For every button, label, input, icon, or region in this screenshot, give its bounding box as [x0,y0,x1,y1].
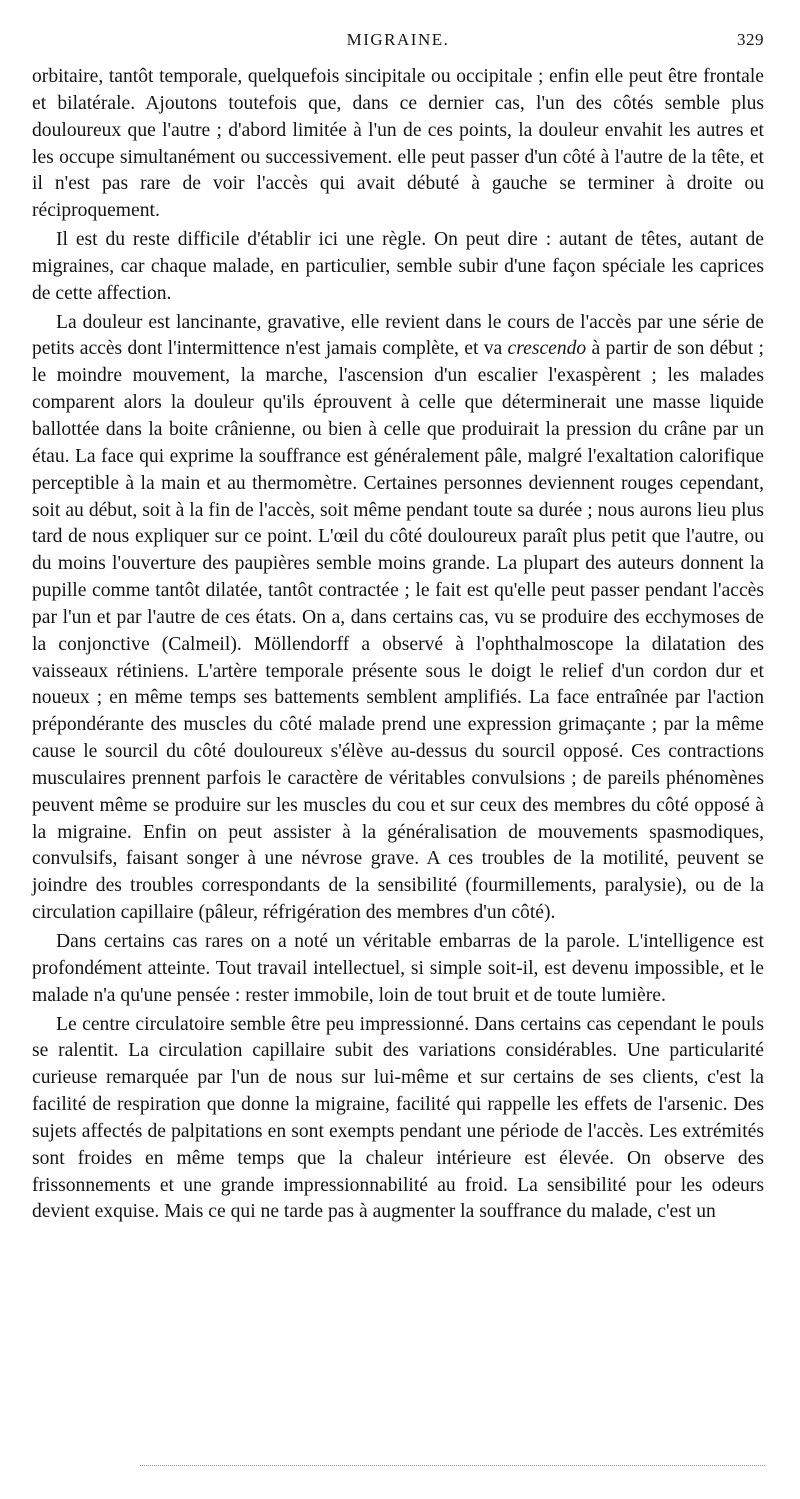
paragraph-2: Il est du reste difficile d'établir ici une règle. On peut dire : autant de têtes, autant de migraines, car chaque malade, en particulier, semble subir d'une façon spéciale les caprices de cette affection. [32,229,764,304]
body-text [32,64,764,1226]
page-number: 329 [737,30,764,49]
page-header [32,26,764,54]
paragraph-1: orbitaire, tantôt temporale, quelquefois sincipitale ou occipitale ; enfin elle peut être frontale et bilatérale. Ajoutons toutefois que, dans ce dernier cas, l'un des côtés semble plus douloureux que l'autre ; d'abord limitée à l'un de ces points, la douleur envahit les autres et les occupe simultanément ou successivement. elle peut passer d'un côté à l'autre de la tête, et il n'est pas rare de voir l'accès qui avait débuté à gauche se terminer à droite ou réciproquement. [32,66,764,222]
paragraph-3-part-1: La douleur est lancinante, gravative, elle revient dans le cours de l'accès par une série de petits accès dont l'intermittence n'est jamais complète, et va [32,311,764,360]
paragraph-3 [32,310,764,927]
paragraph-5: Le centre circulatoire semble être peu impressionné. Dans certains cas cependant le pouls se ralentit. La circulation capillaire subit des variations considérables. Une particularité curieuse remarquée par l'un de nous sur lui-même et sur certains de ses clients, c'est la facilité de respiration que donne la migraine, facilité qui rappelle les effets de l'arsenic. Des sujets affectés de palpitations en sont exempts pendant une période de l'accès. Les extrémités sont froides en même temps que la chaleur intérieure est élevée. On observe des frissonnements et une grande impressionnabilité au froid. La sensibilité pour les odeurs devient exquise. Mais ce qui ne tarde pas à augmenter la souffrance du malade, c'est un [32,1013,764,1223]
paragraph-3-part-2: à partir de son début ; le moindre mouvement, la marche, l'ascension d'un escalier l'exaspèrent ; les malades comparent alors la douleur qu'ils éprouvent à celle que déterminerait une masse liquide ballottée dans la boite crânienne, ou bien à celle que produirait la pression du crâne par un étau. La face qui exprime la souffrance est généralement pâle, malgré l'exaltation calorifique perceptible à la main et au thermomètre. Certaines personnes deviennent rouges cependant, soit au début, soit à la fin de l'accès, soit même pendant toute sa durée ; nous aurons lieu plus tard de nous expliquer sur ce point. L'œil du côté douloureux paraît plus petit que l'autre, ou du moins l'ouverture des paupières semble moins grande. La plupart des auteurs donnent la pupille comme tantôt dilatée, tantôt contractée ; le fait est qu'elle peut passer pendant l'accès par l'un et par l'autre de ces états. On a, dans certains cas, vu se produire des ecchymoses de la conjonctive (Calmeil). Möllendorff a observé à l'ophthalmoscope la dilatation des vaisseaux rétiniens. L'artère temporale présente sous le doigt le relief d'un cordon dur et noueux ; en même temps ses battements semblent amplifiés. La face entraînée par l'action prépondérante des muscles du côté malade prend une expression grimaçante ; par la même cause le sourcil du côté douloureux s'élève au-dessus du sourcil opposé. Ces contractions musculaires prennent parfois le caractère de véritables convulsions ; de pareils phénomènes peuvent même se produire sur les muscles du cou et sur ceux des membres du côté opposé à la migraine. Enfin on peut assister à la généralisation de mouvements spasmodiques, convulsifs, faisant songer à une névrose grave. A ces troubles de la motilité, peuvent se joindre des troubles correspondants de la sensibilité (fourmillements, paralysie), ou de la circulation capillaire (pâleur, réfrigération des membres d'un côté). [32,338,764,924]
paragraph-4: Dans certains cas rares on a noté un véritable embarras de la parole. L'intelligence est profondément atteinte. Tout travail intellectuel, si simple soit-il, est devenu impossible, et le malade n'a qu'une pensée : rester immobile, loin de tout bruit et de toute lumière. [32,931,764,1006]
running-title: MIGRAINE. [346,30,450,49]
emphasis-crescendo: crescendo [507,338,587,360]
footer-dotted-rule [140,1465,765,1466]
book-page [32,26,764,1228]
